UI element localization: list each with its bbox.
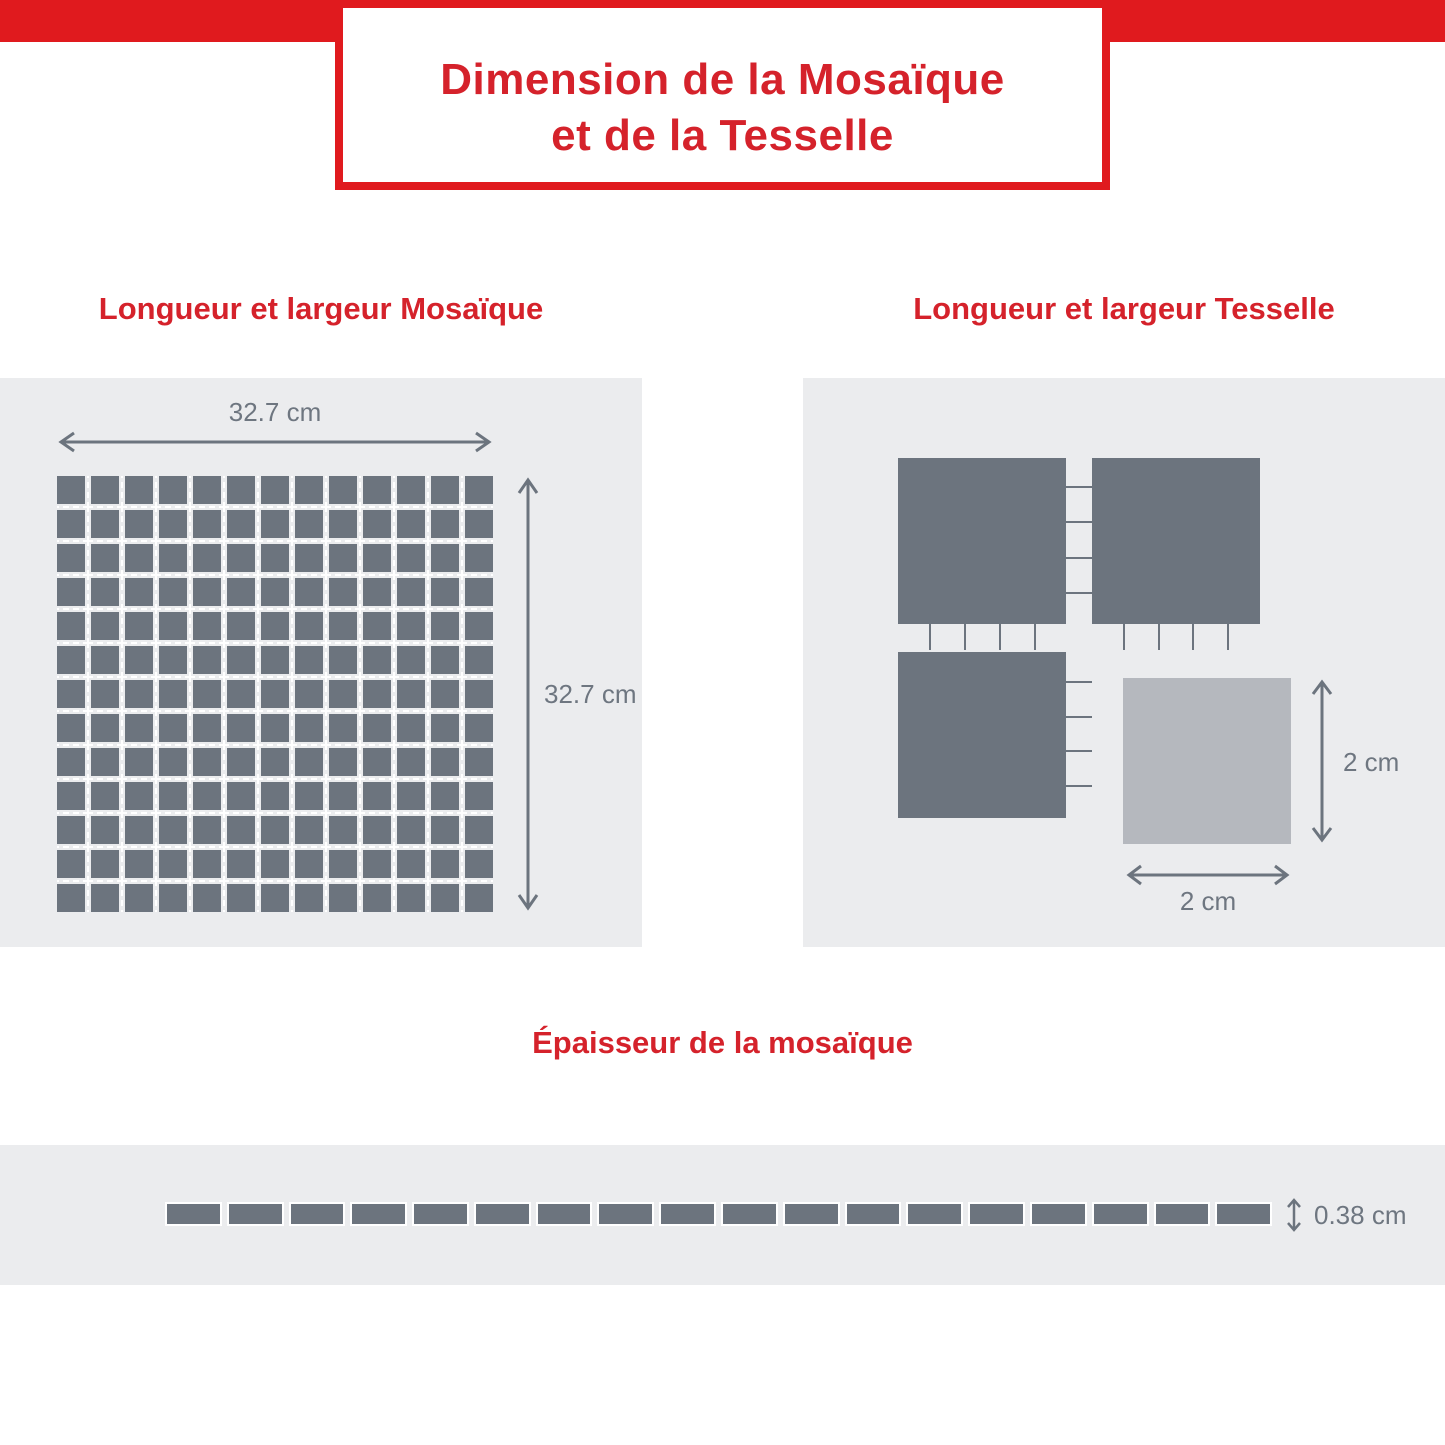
mosaic-tile — [57, 714, 85, 742]
mosaic-tile — [91, 612, 119, 640]
mosaic-tile — [57, 510, 85, 538]
mesh-ticks-below-top-left-square — [929, 624, 1036, 650]
mosaic-tile — [397, 782, 425, 810]
mosaic-tile — [465, 544, 493, 572]
mosaic-tile — [159, 850, 187, 878]
mesh-tick — [1066, 716, 1092, 718]
mosaic-tile — [57, 646, 85, 674]
mosaic-tile — [363, 884, 391, 912]
tessera-square-top-right — [1092, 458, 1260, 624]
mosaic-tile — [57, 544, 85, 572]
mosaic-tile — [261, 782, 289, 810]
mosaic-tile — [363, 612, 391, 640]
mosaic-tile — [91, 748, 119, 776]
thickness-section-heading: Épaisseur de la mosaïque — [532, 1025, 913, 1060]
mosaic-tile — [363, 510, 391, 538]
mosaic-tile — [465, 816, 493, 844]
mosaic-tile — [227, 646, 255, 674]
mosaic-tile — [431, 816, 459, 844]
mesh-ticks-below-top-right-square — [1123, 624, 1229, 650]
mosaic-tile — [227, 816, 255, 844]
strip-tile — [474, 1202, 531, 1226]
mosaic-tile — [295, 646, 323, 674]
mosaic-tile — [227, 510, 255, 538]
mosaic-tile — [329, 748, 357, 776]
mosaic-tile — [261, 646, 289, 674]
mosaic-tile — [125, 612, 153, 640]
mosaic-tile — [193, 476, 221, 504]
mosaic-tile — [261, 816, 289, 844]
strip-tile — [659, 1202, 716, 1226]
tessera-height-label: 2 cm — [1343, 747, 1400, 777]
mosaic-tile — [261, 680, 289, 708]
strip-tile — [289, 1202, 346, 1226]
mosaic-tile — [465, 646, 493, 674]
mosaic-tile — [91, 476, 119, 504]
mosaic-tile — [465, 850, 493, 878]
mosaic-tile — [57, 476, 85, 504]
mosaic-tile — [465, 510, 493, 538]
mesh-tick — [1066, 592, 1092, 594]
mosaic-tile — [159, 714, 187, 742]
mosaic-tile — [57, 816, 85, 844]
mosaic-tile — [397, 510, 425, 538]
mosaic-tile — [465, 680, 493, 708]
mesh-tick — [1192, 624, 1194, 650]
strip-tile — [1215, 1202, 1272, 1226]
mosaic-tile — [57, 884, 85, 912]
mosaic-tile — [431, 850, 459, 878]
tessera-square-top-left — [898, 458, 1066, 624]
mosaic-tile — [363, 476, 391, 504]
strip-tile — [350, 1202, 407, 1226]
mosaic-tile — [329, 782, 357, 810]
mosaic-tile — [193, 782, 221, 810]
strip-tile — [412, 1202, 469, 1226]
mosaic-tile — [57, 680, 85, 708]
mosaic-tile — [91, 510, 119, 538]
mosaic-tile — [193, 612, 221, 640]
mosaic-tile — [193, 544, 221, 572]
strip-tile — [906, 1202, 963, 1226]
mosaic-tile — [261, 578, 289, 606]
strip-tile — [1154, 1202, 1211, 1226]
mosaic-tile — [159, 816, 187, 844]
mosaic-tile — [227, 476, 255, 504]
tessera-square-bottom-left — [898, 652, 1066, 818]
mosaic-tile — [125, 748, 153, 776]
strip-tile — [1030, 1202, 1087, 1226]
mosaic-tile — [431, 476, 459, 504]
mosaic-tile — [227, 748, 255, 776]
mosaic-tile — [329, 476, 357, 504]
page-title-line-1: Dimension de la Mosaïque — [440, 55, 1005, 104]
mosaic-width-arrow-icon — [57, 431, 493, 453]
mosaic-tile — [329, 510, 357, 538]
mesh-tick — [1034, 624, 1036, 650]
mosaic-tile — [57, 748, 85, 776]
mosaic-tile — [125, 476, 153, 504]
mesh-tick — [1158, 624, 1160, 650]
mosaic-tile — [329, 850, 357, 878]
page-title-line-2: et de la Tesselle — [551, 111, 894, 160]
mosaic-tile — [125, 544, 153, 572]
mosaic-tile — [261, 476, 289, 504]
mosaic-tile — [261, 612, 289, 640]
mosaic-tile — [91, 884, 119, 912]
thickness-tile-strip — [165, 1202, 1272, 1226]
title-box — [335, 0, 1110, 190]
mosaic-tile — [295, 544, 323, 572]
mosaic-tile — [295, 612, 323, 640]
mosaic-tile — [397, 476, 425, 504]
mosaic-tile — [295, 884, 323, 912]
mosaic-tile — [397, 612, 425, 640]
mesh-tick — [1066, 681, 1092, 683]
mosaic-tile — [91, 578, 119, 606]
mosaic-tile — [295, 510, 323, 538]
mosaic-tile — [397, 748, 425, 776]
mosaic-tile — [329, 680, 357, 708]
mosaic-tile — [193, 748, 221, 776]
mosaic-tile — [159, 748, 187, 776]
tessera-width-label: 2 cm — [1179, 886, 1237, 916]
mosaic-tile — [125, 782, 153, 810]
mosaic-tile — [261, 748, 289, 776]
mosaic-height-arrow-icon — [517, 476, 539, 912]
tessera-square-light — [1123, 678, 1291, 844]
mosaic-tile — [363, 748, 391, 776]
mosaic-tile — [295, 680, 323, 708]
mosaic-tile — [159, 884, 187, 912]
mosaic-tile — [465, 578, 493, 606]
mosaic-tile — [193, 714, 221, 742]
mosaic-tile — [431, 884, 459, 912]
mosaic-tile — [125, 714, 153, 742]
mosaic-tile — [363, 714, 391, 742]
strip-tile — [783, 1202, 840, 1226]
mosaic-tile — [329, 544, 357, 572]
mosaic-tile — [431, 680, 459, 708]
mesh-tick — [1066, 486, 1092, 488]
mosaic-tile — [125, 850, 153, 878]
strip-tile — [721, 1202, 778, 1226]
mosaic-tile — [431, 748, 459, 776]
mesh-tick — [929, 624, 931, 650]
mosaic-tile — [227, 884, 255, 912]
mosaic-tile — [465, 884, 493, 912]
mesh-tick — [1066, 785, 1092, 787]
tessera-section-heading: Longueur et largeur Tesselle — [913, 291, 1335, 326]
mosaic-tile — [295, 714, 323, 742]
mosaic-tile — [125, 884, 153, 912]
mosaic-tile — [193, 646, 221, 674]
mosaic-tile — [397, 680, 425, 708]
mosaic-tile — [261, 884, 289, 912]
mosaic-tile — [465, 748, 493, 776]
mosaic-tile — [295, 578, 323, 606]
mosaic-tile — [227, 544, 255, 572]
mosaic-tile — [295, 782, 323, 810]
mosaic-tile — [329, 646, 357, 674]
mosaic-tile — [125, 510, 153, 538]
mosaic-tile — [57, 612, 85, 640]
mosaic-tile — [91, 782, 119, 810]
thickness-arrow-icon — [1286, 1198, 1302, 1232]
mosaic-tile — [363, 646, 391, 674]
mesh-tick — [964, 624, 966, 650]
mosaic-tile — [227, 850, 255, 878]
mosaic-tile — [295, 748, 323, 776]
mosaic-tile — [329, 714, 357, 742]
mosaic-tile — [193, 816, 221, 844]
mesh-tick — [1123, 624, 1125, 650]
mosaic-tile — [397, 578, 425, 606]
mosaic-tile — [329, 884, 357, 912]
mesh-ticks-right-of-bottom-square — [1066, 681, 1092, 787]
mosaic-tile — [295, 850, 323, 878]
mosaic-height-label: 32.7 cm — [544, 679, 637, 709]
mosaic-section-heading: Longueur et largeur Mosaïque — [98, 291, 544, 326]
mosaic-tile — [159, 782, 187, 810]
mosaic-panel — [0, 378, 642, 947]
mosaic-tile — [227, 714, 255, 742]
mosaic-tile — [465, 476, 493, 504]
mosaic-tile — [363, 816, 391, 844]
strip-tile — [968, 1202, 1025, 1226]
mosaic-tile — [91, 714, 119, 742]
mosaic-tile — [363, 782, 391, 810]
tessera-panel — [803, 378, 1445, 947]
mosaic-tile — [227, 782, 255, 810]
mosaic-tile — [159, 680, 187, 708]
mosaic-tile — [431, 544, 459, 572]
strip-tile — [536, 1202, 593, 1226]
mosaic-tile — [125, 646, 153, 674]
mosaic-tile — [261, 544, 289, 572]
mosaic-tile — [431, 578, 459, 606]
mosaic-tile — [193, 850, 221, 878]
mosaic-tile — [329, 612, 357, 640]
mesh-tick — [1227, 624, 1229, 650]
mosaic-tile — [363, 850, 391, 878]
mosaic-tile — [125, 578, 153, 606]
mosaic-tile — [397, 544, 425, 572]
mosaic-tile — [465, 782, 493, 810]
mesh-tick — [999, 624, 1001, 650]
mosaic-tile — [431, 714, 459, 742]
mosaic-tile — [431, 646, 459, 674]
mosaic-tile — [431, 612, 459, 640]
mosaic-tile — [159, 646, 187, 674]
mosaic-width-label: 32.7 cm — [228, 397, 322, 427]
mosaic-tile — [465, 714, 493, 742]
mosaic-tile — [91, 850, 119, 878]
mosaic-tile — [91, 816, 119, 844]
mosaic-tile — [125, 680, 153, 708]
mosaic-tile — [329, 578, 357, 606]
strip-tile — [597, 1202, 654, 1226]
mosaic-tile — [193, 578, 221, 606]
mesh-ticks-between-top-squares — [1066, 486, 1092, 594]
mosaic-tile — [91, 646, 119, 674]
mosaic-tile — [57, 578, 85, 606]
mosaic-tile — [295, 816, 323, 844]
mosaic-tile — [159, 544, 187, 572]
mesh-tick — [1066, 750, 1092, 752]
mosaic-tile — [159, 612, 187, 640]
mosaic-tile — [57, 850, 85, 878]
mosaic-tile — [329, 816, 357, 844]
strip-tile — [227, 1202, 284, 1226]
mosaic-tile — [91, 680, 119, 708]
mosaic-tile — [363, 578, 391, 606]
mosaic-tile — [193, 884, 221, 912]
mosaic-tile — [261, 510, 289, 538]
mosaic-grid-area — [57, 476, 493, 912]
mosaic-tile — [431, 782, 459, 810]
mosaic-tile — [397, 850, 425, 878]
mesh-tick — [1066, 557, 1092, 559]
mosaic-tile — [57, 782, 85, 810]
strip-tile — [165, 1202, 222, 1226]
mosaic-tile — [397, 884, 425, 912]
mosaic-tile — [227, 680, 255, 708]
mosaic-tile — [125, 816, 153, 844]
thickness-label: 0.38 cm — [1314, 1200, 1407, 1230]
mosaic-tile — [397, 646, 425, 674]
mosaic-tile — [397, 816, 425, 844]
mosaic-tile — [227, 578, 255, 606]
mosaic-tile — [261, 714, 289, 742]
tessera-height-arrow-icon — [1311, 678, 1333, 844]
mosaic-grid — [57, 476, 493, 912]
mosaic-tile — [91, 544, 119, 572]
mosaic-tile — [227, 612, 255, 640]
mosaic-tile — [465, 612, 493, 640]
strip-tile — [845, 1202, 902, 1226]
mosaic-tile — [159, 476, 187, 504]
mosaic-tile — [193, 680, 221, 708]
mosaic-tile — [431, 510, 459, 538]
mosaic-tile — [159, 510, 187, 538]
thickness-panel — [0, 1145, 1445, 1285]
mosaic-tile — [261, 850, 289, 878]
mosaic-tile — [397, 714, 425, 742]
mosaic-tile — [295, 476, 323, 504]
strip-tile — [1092, 1202, 1149, 1226]
mosaic-tile — [159, 578, 187, 606]
tessera-width-arrow-icon — [1125, 864, 1291, 886]
mosaic-tile — [193, 510, 221, 538]
mosaic-tile — [363, 544, 391, 572]
mesh-tick — [1066, 521, 1092, 523]
mosaic-tile — [363, 680, 391, 708]
